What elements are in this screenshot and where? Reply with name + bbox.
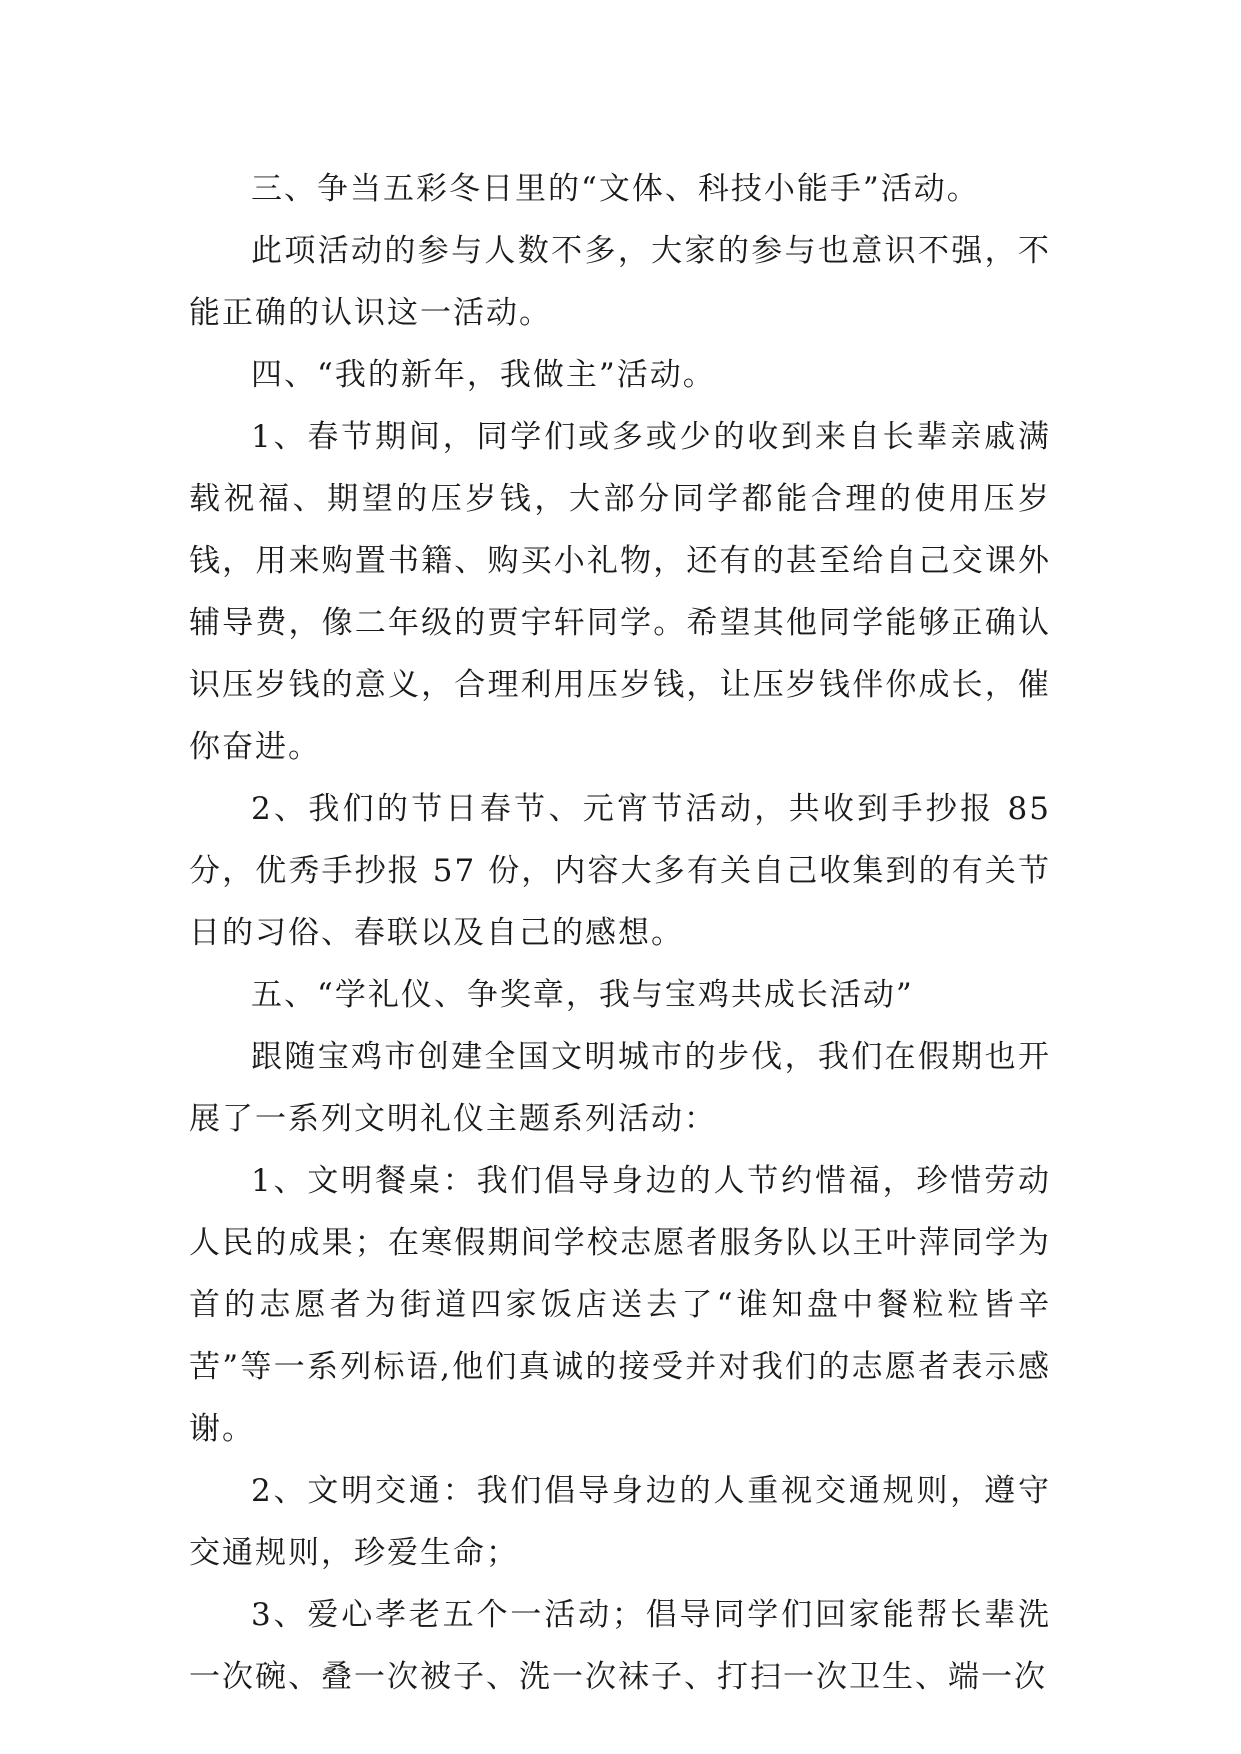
heading-section-four: 四、“我的新年，我做主”活动。 [251, 357, 716, 393]
paragraph-participation: 此项活动的参与人数不多，大家的参与也意识不强，不能正确的认识这一活动。 [189, 233, 1051, 331]
heading-section-five: 五、“学礼仪、争奖章，我与宝鸡共成长活动” [251, 977, 914, 1013]
paragraph-civilized-traffic: 2、文明交通：我们倡导身边的人重视交通规则，遵守交通规则，珍爱生命； [189, 1473, 1051, 1571]
paragraph-lucky-money: 1、春节期间，同学们或多或少的收到来自长辈亲戚满载祝福、期望的压岁钱，大部分同学都能合理的使用压岁钱，用来购置书籍、购买小礼物，还有的甚至给自己交课外辅导费，像二年级的贾宇轩同学。希望其他同学能够正确认识压岁钱的意义，合理利用压岁钱，让压岁钱伴你成长，催你奋进。 [189, 419, 1051, 765]
document-body [189, 158, 1051, 1708]
paragraph-filial-activity: 3、爱心孝老五个一活动；倡导同学们回家能帮长辈洗一次碗、叠一次被子、洗一次袜子、打扫一次卫生、端一次 [189, 1597, 1051, 1695]
paragraph-civilized-dining: 1、文明餐桌：我们倡导身边的人节约惜福，珍惜劳动人民的成果；在寒假期间学校志愿者服务队以王叶萍同学为首的志愿者为街道四家饭店送去了“谁知盘中餐粒粒皆辛苦”等一系列标语,他们真诚的接受并对我们的志愿者表示感谢。 [189, 1163, 1051, 1447]
paragraph-civilized-city: 跟随宝鸡市创建全国文明城市的步伐，我们在假期也开展了一系列文明礼仪主题系列活动： [189, 1039, 1051, 1137]
paragraph-handwritten-newspaper: 2、我们的节日春节、元宵节活动，共收到手抄报 85 分，优秀手抄报 57 份，内容大多有关自己收集到的有关节日的习俗、春联以及自己的感想。 [189, 791, 1051, 951]
heading-section-three: 三、争当五彩冬日里的“文体、科技小能手”活动。 [251, 171, 980, 207]
